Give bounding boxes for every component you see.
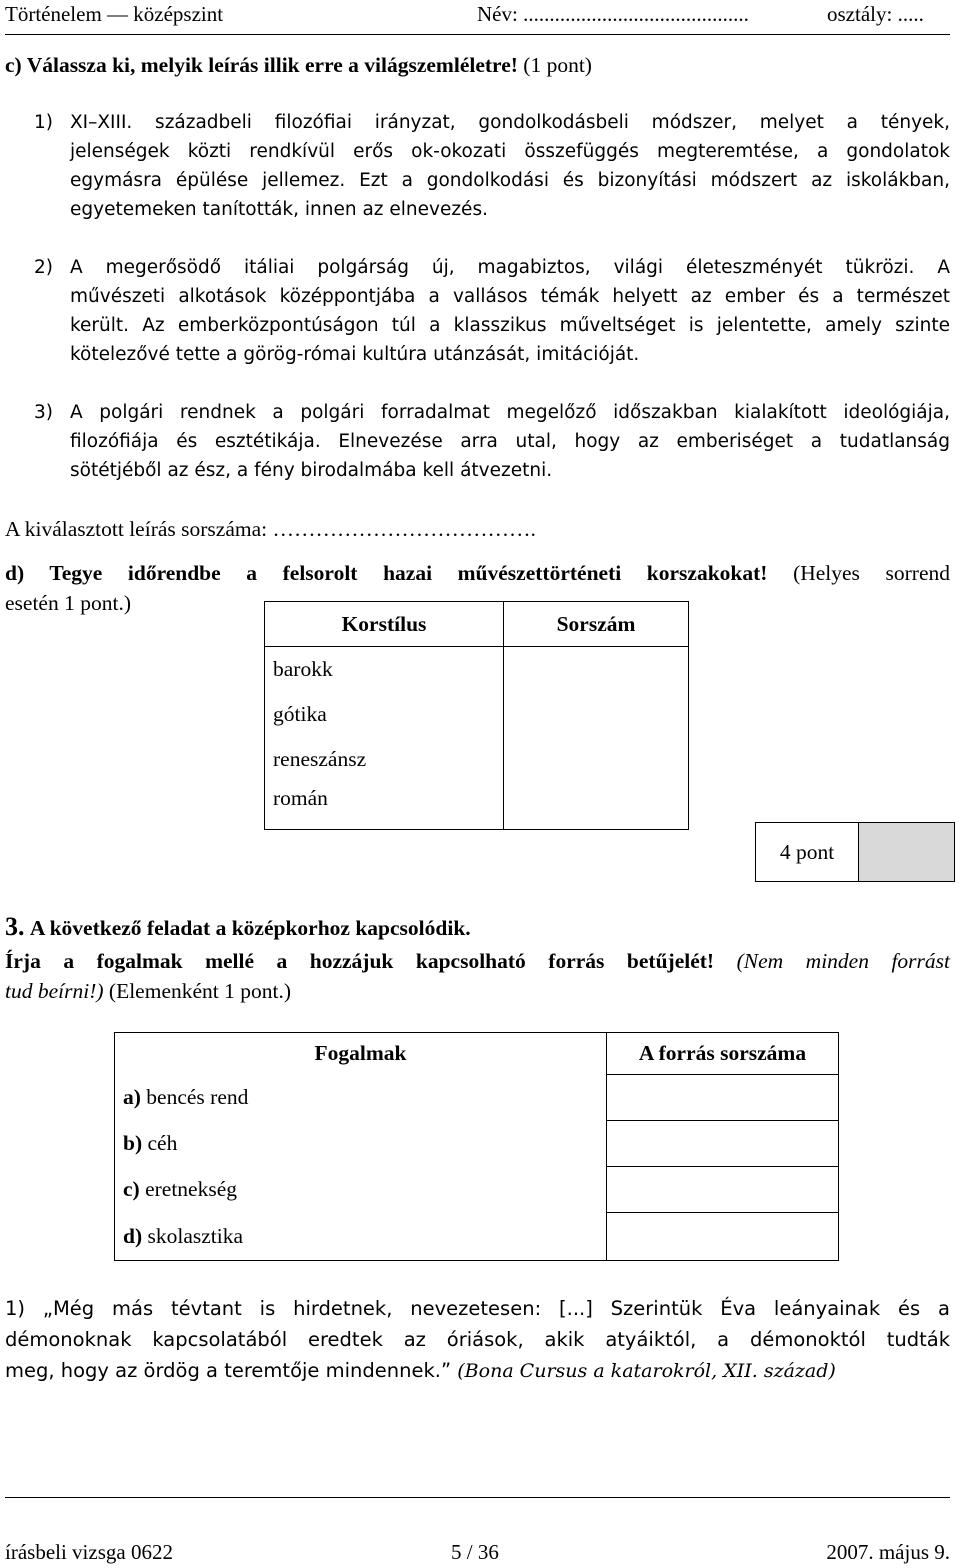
item-1-number: 1): [34, 112, 53, 133]
col-header-concepts: Fogalmak: [115, 1033, 607, 1075]
concept-cell: c) eretnekség: [115, 1167, 607, 1213]
table-row: [265, 782, 689, 830]
col-header-order: Sorszám: [504, 602, 689, 647]
item-2-number: 2): [34, 257, 53, 278]
header-name-label: Név: ...........................................: [477, 2, 749, 26]
concept-cell: a) bencés rend: [115, 1075, 607, 1121]
task-3-instruction: Írja a fogalmak mellé a hozzájuk kapcsolható forrás betűjelét! (Nem minden forrást: [5, 949, 951, 973]
task-d-points: esetén 1 pont.): [5, 591, 131, 615]
score-box: [755, 822, 955, 882]
col-header-style: Korstílus: [265, 602, 504, 647]
header-subject: Történelem — középszint: [5, 2, 224, 26]
score-label: 4 pont: [756, 823, 859, 881]
order-cell[interactable]: [504, 647, 689, 692]
source-cell[interactable]: [607, 1167, 839, 1213]
item-2-text: A megerősödő itáliai polgárság új, magabiztos, világi életeszményét tükrözi. A művészeti alkotások középpontjába a vallásos témák helyett az ember és a természet került. Az emberközpontúságon túl a klasszikus műveltséget is jelentette, amely szinte kötelezővé tette a görög-római kultúra utánzását, imitációját.: [70, 257, 950, 365]
table-row: [115, 1075, 839, 1121]
footer-date: 2007. május 9.: [826, 1540, 950, 1564]
table-row: [115, 1167, 839, 1213]
source-cell[interactable]: [607, 1121, 839, 1167]
task-d-prompt: d) Tegye időrendbe a felsorolt hazai művészettörténeti korszakokat! (Helyes sorrend: [5, 561, 951, 585]
style-table: [264, 601, 689, 830]
concept-cell: b) céh: [115, 1121, 607, 1167]
style-cell: barokk: [265, 647, 504, 692]
item-1-text: XI–XIII. századbeli filozófiai irányzat, gondolkodásbeli módszer, melyet a tények, jelenségek közti rendkívül erős ok-okozati összefüggés megteremtése, a gondolatok egymásra épülése jellemez. Ezt a gondolkodási és bizonyítási módszert az iskolákban, egyetemeken tanították, innen az elnevezés.: [70, 112, 950, 220]
footer-exam: írásbeli vizsga 0622: [5, 1540, 173, 1564]
item-3-number: 3): [34, 402, 53, 423]
page-header: [5, 0, 950, 35]
header-class-label: osztály: .....: [827, 2, 924, 26]
table-row: [265, 737, 689, 782]
table-row: [265, 692, 689, 737]
concept-table: [114, 1032, 839, 1261]
col-header-source: A forrás sorszáma: [607, 1033, 839, 1075]
table-row: [115, 1121, 839, 1167]
order-cell[interactable]: [504, 692, 689, 737]
item-3-text: A polgári rendnek a polgári forradalmat megelőző időszakban kialakított ideológiája, filozófiája és esztétikája. Elnevezése arra utal, hogy az emberiséget a tudatlanság sötétjéből az ész, a fény birodalmába kell átvezetni.: [70, 402, 950, 481]
source-1: 1) „Még más tévtant is hirdetnek, nevezetesen: [...] Szerintük Éva leányainak és a démonoknak kapcsolatából eredtek az óriások, akik atyáiktól, a démonoktól tudták meg, hogy az ördög a teremtője mindennek.” (Bona Cursus a katarokról, XII. század): [5, 1297, 950, 1382]
order-cell[interactable]: [504, 737, 689, 782]
style-cell: román: [265, 782, 504, 830]
footer-page-number: 5 / 36: [451, 1540, 499, 1564]
task-3-note: tud beírni!) (Elemenként 1 pont.): [5, 979, 292, 1003]
table-row: [115, 1213, 839, 1261]
score-field[interactable]: [859, 823, 954, 881]
order-cell[interactable]: [504, 782, 689, 830]
source-cell[interactable]: [607, 1213, 839, 1261]
source-cell[interactable]: [607, 1075, 839, 1121]
task-3-title: 3. A következő feladat a középkorhoz kapcsolódik.: [5, 912, 471, 941]
page-footer: [5, 1497, 950, 1568]
answer-line[interactable]: A kiválasztott leírás sorszáma: ……………………………….: [5, 517, 536, 541]
style-cell: gótika: [265, 692, 504, 737]
style-cell: reneszánsz: [265, 737, 504, 782]
table-row: [265, 647, 689, 692]
task-c-prompt: c) Válassza ki, melyik leírás illik erre a világszemléletre! (1 pont): [5, 53, 592, 77]
concept-cell: d) skolasztika: [115, 1213, 607, 1261]
